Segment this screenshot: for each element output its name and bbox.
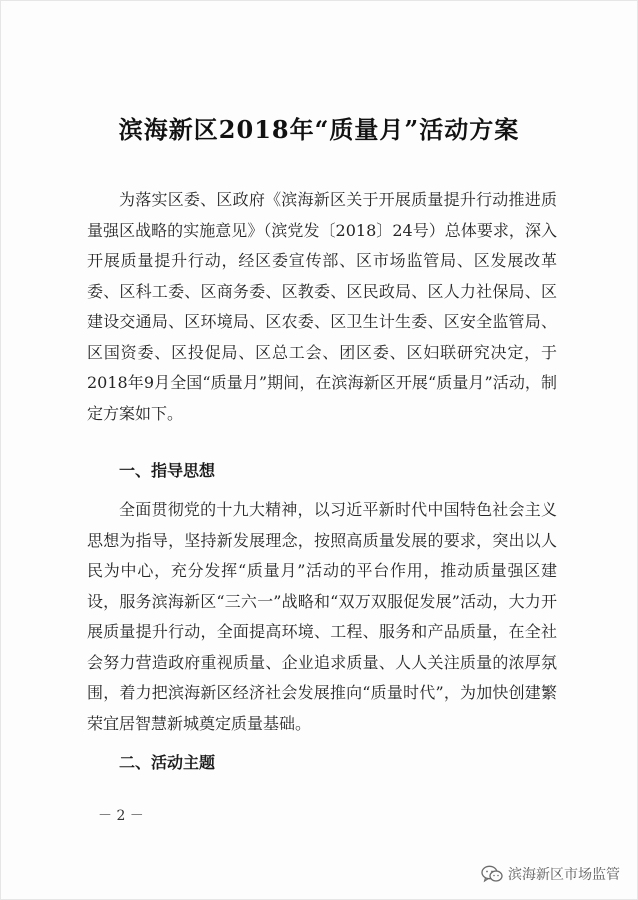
guiding-ideology-paragraph: 全面贯彻党的十九大精神，以习近平新时代中国特色社会主义思想为指导，坚持新发展理念，按照高质量发展的要求，突出以人民为中心，充分发挥“质量月”活动的平台作用，推动质量强区建设，服务滨海新区“三六一”战略和“双万双服促发展”活动，大力开展质量提升行动，全面提高环境、工程、服务和产品质量，在全社会努力营造政府重视质量、企业追求质量、人人关注质量的浓厚氛围，着力把滨海新区经济社会发展推向“质量时代”，为加快创建繁荣宜居智慧新城奠定质量基础。 [87,500,557,733]
source-watermark [481,864,620,884]
document-title: 滨海新区2018年“质量月”活动方案 [118,115,520,144]
wechat-icon [481,865,503,883]
watermark-text: 滨海新区市场监管 [508,867,620,883]
section-heading-activity-theme: 二、活动主题 [119,753,216,772]
section-heading-guiding-ideology: 一、指导思想 [119,461,216,480]
intro-paragraph: 为落实区委、区政府《滨海新区关于开展质量提升行动推进质量强区战略的实施意见》（滨党发〔2018〕24号）总体要求，深入开展质量提升行动，经区委宣传部、区市场监管局、区发展改革委、区科工委、区商务委、区教委、区民政局、区人力社保局、区建设交通局、区环境局、区农委、区卫生计生委、区安全监管局、区国资委、区投促局、区总工会、团区委、区妇联研究决定，于2018年9月全国“质量月”期间，在滨海新区开展“质量月”活动，制定方案如下。 [87,190,557,423]
page-number: － 2 － [98,808,144,824]
